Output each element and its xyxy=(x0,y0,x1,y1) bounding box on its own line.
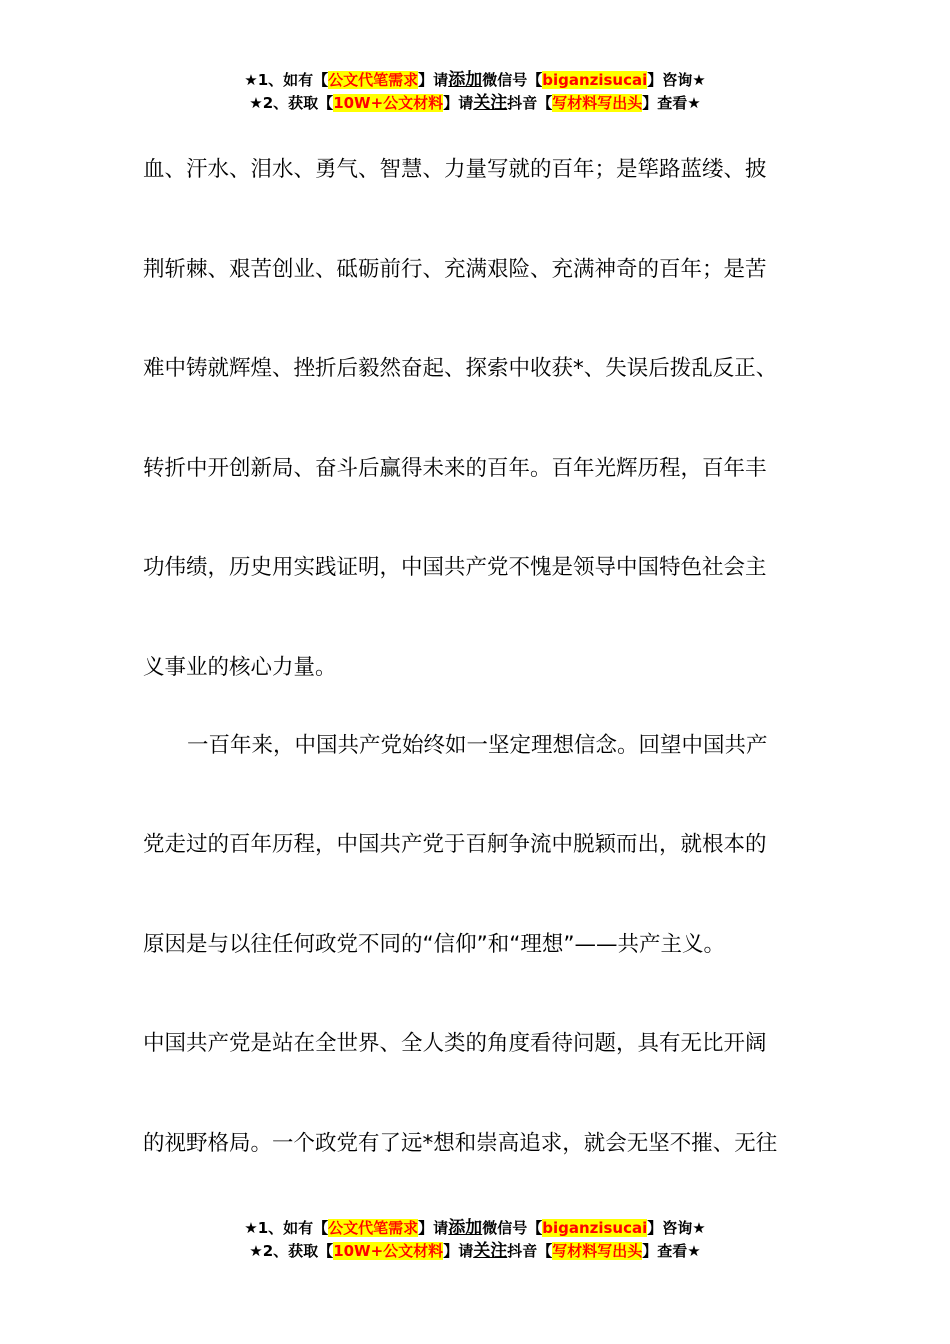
banner-highlight: 写材料写出头 xyxy=(552,94,643,112)
text-line: 转折中开创新局、奋斗后赢得未来的百年。百年光辉历程，百年丰 xyxy=(143,455,767,481)
text-line: 原因是与以往任何政党不同的“信仰”和“理想”——共产主义。 xyxy=(143,931,726,957)
banner-text: 】请 xyxy=(418,71,449,89)
text-line: 功伟绩，历史用实践证明，中国共产党不愧是领导中国特色社会主 xyxy=(143,555,767,581)
banner-line-2 xyxy=(0,92,950,115)
banner-highlight: biganzisucai xyxy=(542,71,648,89)
paragraph xyxy=(143,696,807,1194)
banner-text: 】咨询★ xyxy=(647,1219,706,1237)
banner-text: 微信号【 xyxy=(482,1219,543,1237)
banner-text: 】请 xyxy=(418,1219,449,1237)
banner-line-1 xyxy=(0,69,950,92)
banner-line-1 xyxy=(0,1217,950,1240)
banner-emphasis: 添加 xyxy=(448,70,483,90)
banner-text: ★2、获取【 xyxy=(249,1242,334,1260)
header-banner xyxy=(0,69,950,115)
banner-text: 微信号【 xyxy=(482,71,543,89)
banner-text: 】咨询★ xyxy=(647,71,706,89)
banner-highlight: 10W+公文材料 xyxy=(333,1242,444,1260)
text-line: 血、汗水、泪水、勇气、智慧、力量写就的百年；是筚路蓝缕、披 xyxy=(143,157,767,182)
banner-emphasis: 关注 xyxy=(473,93,508,113)
banner-text: ★1、如有【 xyxy=(244,71,329,89)
banner-highlight: 10W+公文材料 xyxy=(333,94,444,112)
banner-highlight: 公文代笔需求 xyxy=(328,1219,419,1237)
text-line: 的视野格局。一个政党有了远*想和崇高追求，就会无坚不摧、无往 xyxy=(143,1130,778,1156)
banner-text: 】请 xyxy=(443,94,474,112)
banner-emphasis: 关注 xyxy=(473,1241,508,1261)
text-line: 难中铸就辉煌、挫折后毅然奋起、探索中收获*、失误后拨乱反正、 xyxy=(143,356,778,382)
document-body xyxy=(143,120,807,1194)
paragraph xyxy=(143,120,807,718)
banner-text: 】请 xyxy=(443,1242,474,1260)
banner-highlight: 公文代笔需求 xyxy=(328,71,419,89)
banner-highlight: 写材料写出头 xyxy=(552,1242,643,1260)
banner-text: 】查看★ xyxy=(642,1242,701,1260)
banner-text: ★2、获取【 xyxy=(249,94,334,112)
text-line: 义事业的核心力量。 xyxy=(143,654,337,680)
footer-banner xyxy=(0,1217,950,1263)
banner-text: 抖音【 xyxy=(507,1242,553,1260)
banner-text: ★1、如有【 xyxy=(244,1219,329,1237)
banner-line-2 xyxy=(0,1240,950,1263)
text-line: 中国共产党是站在全世界、全人类的角度看待问题，具有无比开阔 xyxy=(143,1031,767,1057)
text-line: 荆斩棘、艰苦创业、砥砺前行、充满艰险、充满神奇的百年；是苦 xyxy=(143,256,767,282)
banner-emphasis: 添加 xyxy=(448,1218,483,1238)
text-line: 党走过的百年历程，中国共产党于百舸争流中脱颖而出，就根本的 xyxy=(143,832,767,858)
text-line: 一百年来，中国共产党始终如一坚定理想信念。回望中国共产 xyxy=(187,732,768,758)
banner-text: 抖音【 xyxy=(507,94,553,112)
banner-highlight: biganzisucai xyxy=(542,1219,648,1237)
banner-text: 】查看★ xyxy=(642,94,701,112)
